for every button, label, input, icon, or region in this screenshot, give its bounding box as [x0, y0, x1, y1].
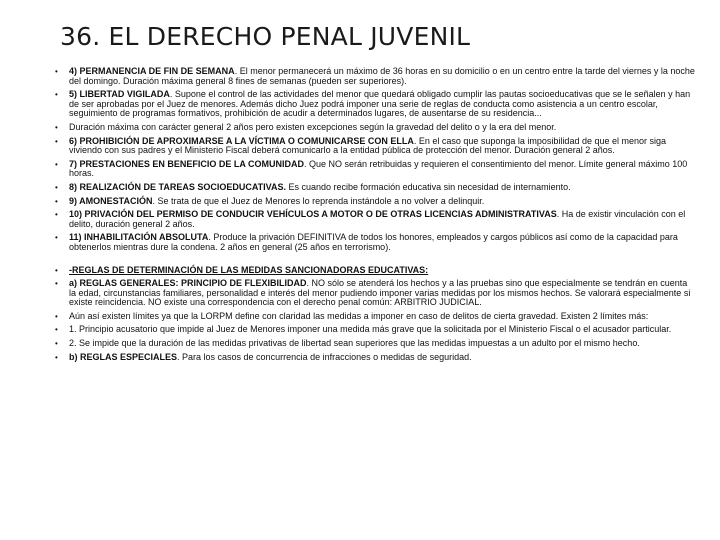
item-text: . Que NO serán retribuidas y requieren el consentimiento del menor. Límite general máximo 100 horas.	[69, 158, 688, 179]
item-heading: 6) PROHIBICIÓN DE APROXIMARSE A LA VÍCTIMA O COMUNICARSE CON ELLA	[69, 135, 414, 146]
item-heading: 7) PRESTACIONES EN BENEFICIO DE LA COMUNIDAD	[69, 158, 305, 169]
item-heading: 5) LIBERTAD VIGILADA	[69, 89, 170, 100]
list-item	[55, 353, 695, 363]
item-text: 2. Se impide que la duración de las medidas privativas de libertad sean superiores que las medidas impuestas a un adulto por el mismo hecho.	[69, 338, 640, 349]
list-item	[55, 90, 695, 119]
content-list	[55, 67, 695, 366]
item-heading: 9) AMONESTACIÓN	[69, 195, 153, 206]
item-text: . Se trata de que el Juez de Menores lo reprenda instándole a no volver a delinquir.	[152, 195, 485, 206]
item-text: 1. Principio acusatorio que impide al Juez de Menores imponer una medida más grave que la solicitada por el Ministerio Fiscal o el acusador particular.	[69, 324, 672, 335]
list-item	[55, 210, 695, 229]
item-text: Es cuando recibe formación educativa sin necesidad de internamiento.	[286, 181, 571, 192]
bullet-icon: •	[55, 159, 58, 169]
bullet-icon: •	[55, 265, 58, 275]
bullet-icon: •	[55, 233, 58, 243]
item-heading: 4) PERMANENCIA DE FIN DE SEMANA	[69, 66, 235, 76]
item-text: . Ha de existir vinculación con el delito, duración general 2 años.	[69, 209, 686, 229]
bullet-icon: •	[55, 325, 58, 335]
bullet-icon: •	[55, 136, 58, 146]
bullet-icon: •	[55, 90, 58, 100]
item-text: Aún así existen límites ya que la LORPM define con claridad las medidas a imponer en caso de delitos de cierta gravedad. Existen 2 límites más:	[69, 310, 649, 321]
list-item	[55, 137, 695, 156]
item-heading: b) REGLAS ESPECIALES	[69, 351, 178, 362]
section-heading-item	[55, 266, 695, 276]
list-item	[55, 325, 695, 335]
bullet-icon: •	[55, 196, 58, 206]
list-item	[55, 233, 695, 252]
bullet-icon: •	[55, 182, 58, 192]
item-heading: 10) PRIVACIÓN DEL PERMISO DE CONDUCIR VEHÍCULOS A MOTOR O DE OTRAS LICENCIAS ADMINISTRATIVAS	[69, 209, 557, 220]
list-item	[55, 67, 695, 86]
page-title: 36. EL DERECHO PENAL JUVENIL	[60, 22, 471, 51]
bullet-icon: •	[55, 67, 58, 76]
bullet-icon: •	[55, 339, 58, 349]
item-text: . NO sólo se atenderá los hechos y a las pruebas sino que especialmente se tendrán en cuenta la edad, circunstancias familiares, personalidad e interés del menor pudiendo imponer varias medidas por los mismos hechos. Se valorará especialmente si existe reincidencia. NO existe una correspondencia con el derecho penal común: ARBITRIO JUDICIAL.	[69, 278, 691, 308]
item-text: . El menor permanecerá un máximo de 36 horas en su domicilio o en un centro entre la tarde del viernes y la noche del domingo. Duración máxima general 8 fines de semanas (pueden ser superiores).	[69, 66, 695, 86]
list-item	[55, 123, 695, 133]
item-text: . En el caso que suponga la imposibilidad de que el menor siga viviendo con sus padres y el Ministerio Fiscal deberá comunicarlo a la entidad pública de protección del menor. Duración general 2 años.	[69, 135, 667, 156]
item-text: . Produce la privación DEFINITIVA de todos los honores, empleados y cargos públicos así como de la capacidad para obtenerlos mientras dure la condena. 2 años en general (25 años en terrorismo).	[69, 232, 678, 252]
section-heading: -REGLAS DE DETERMINACIÓN DE LAS MEDIDAS SANCIONADORAS EDUCATIVAS:	[69, 264, 429, 275]
list-item	[55, 279, 695, 308]
list-item	[55, 197, 695, 207]
item-text: . Para los casos de concurrencia de infracciones o medidas de seguridad.	[177, 351, 472, 362]
bullet-icon: •	[55, 210, 58, 220]
bullet-icon: •	[55, 311, 58, 321]
list-item	[55, 183, 695, 193]
item-text: Duración máxima con carácter general 2 años pero existen excepciones según la gravedad del delito o y la era del menor.	[69, 121, 557, 132]
bullet-icon: •	[55, 352, 58, 362]
item-heading: 8) REALIZACIÓN DE TAREAS SOCIOEDUCATIVAS.	[69, 181, 287, 192]
list-item	[55, 339, 695, 349]
bullet-icon: •	[55, 122, 58, 132]
list-item	[55, 160, 695, 179]
item-heading: 11) INHABILITACIÓN ABSOLUTA	[69, 232, 209, 243]
item-heading: a) REGLAS GENERALES: PRINCIPIO DE FLEXIBILIDAD	[69, 278, 307, 289]
list-item	[55, 312, 695, 322]
item-text: . Supone el control de las actividades del menor que quedará obligado cumplir las pautas socioeducativas que se le señalen y han de ser aprobadas por el Juez de menores. Además dicho Juez podrá imponer una serie de reglas de conducta como asistencia a un centro escolar, seguimiento de programas formativos, prohibición de acudir a determinados lugares, de ausentarse de su residencia...	[69, 89, 691, 119]
bullet-icon: •	[55, 279, 58, 289]
